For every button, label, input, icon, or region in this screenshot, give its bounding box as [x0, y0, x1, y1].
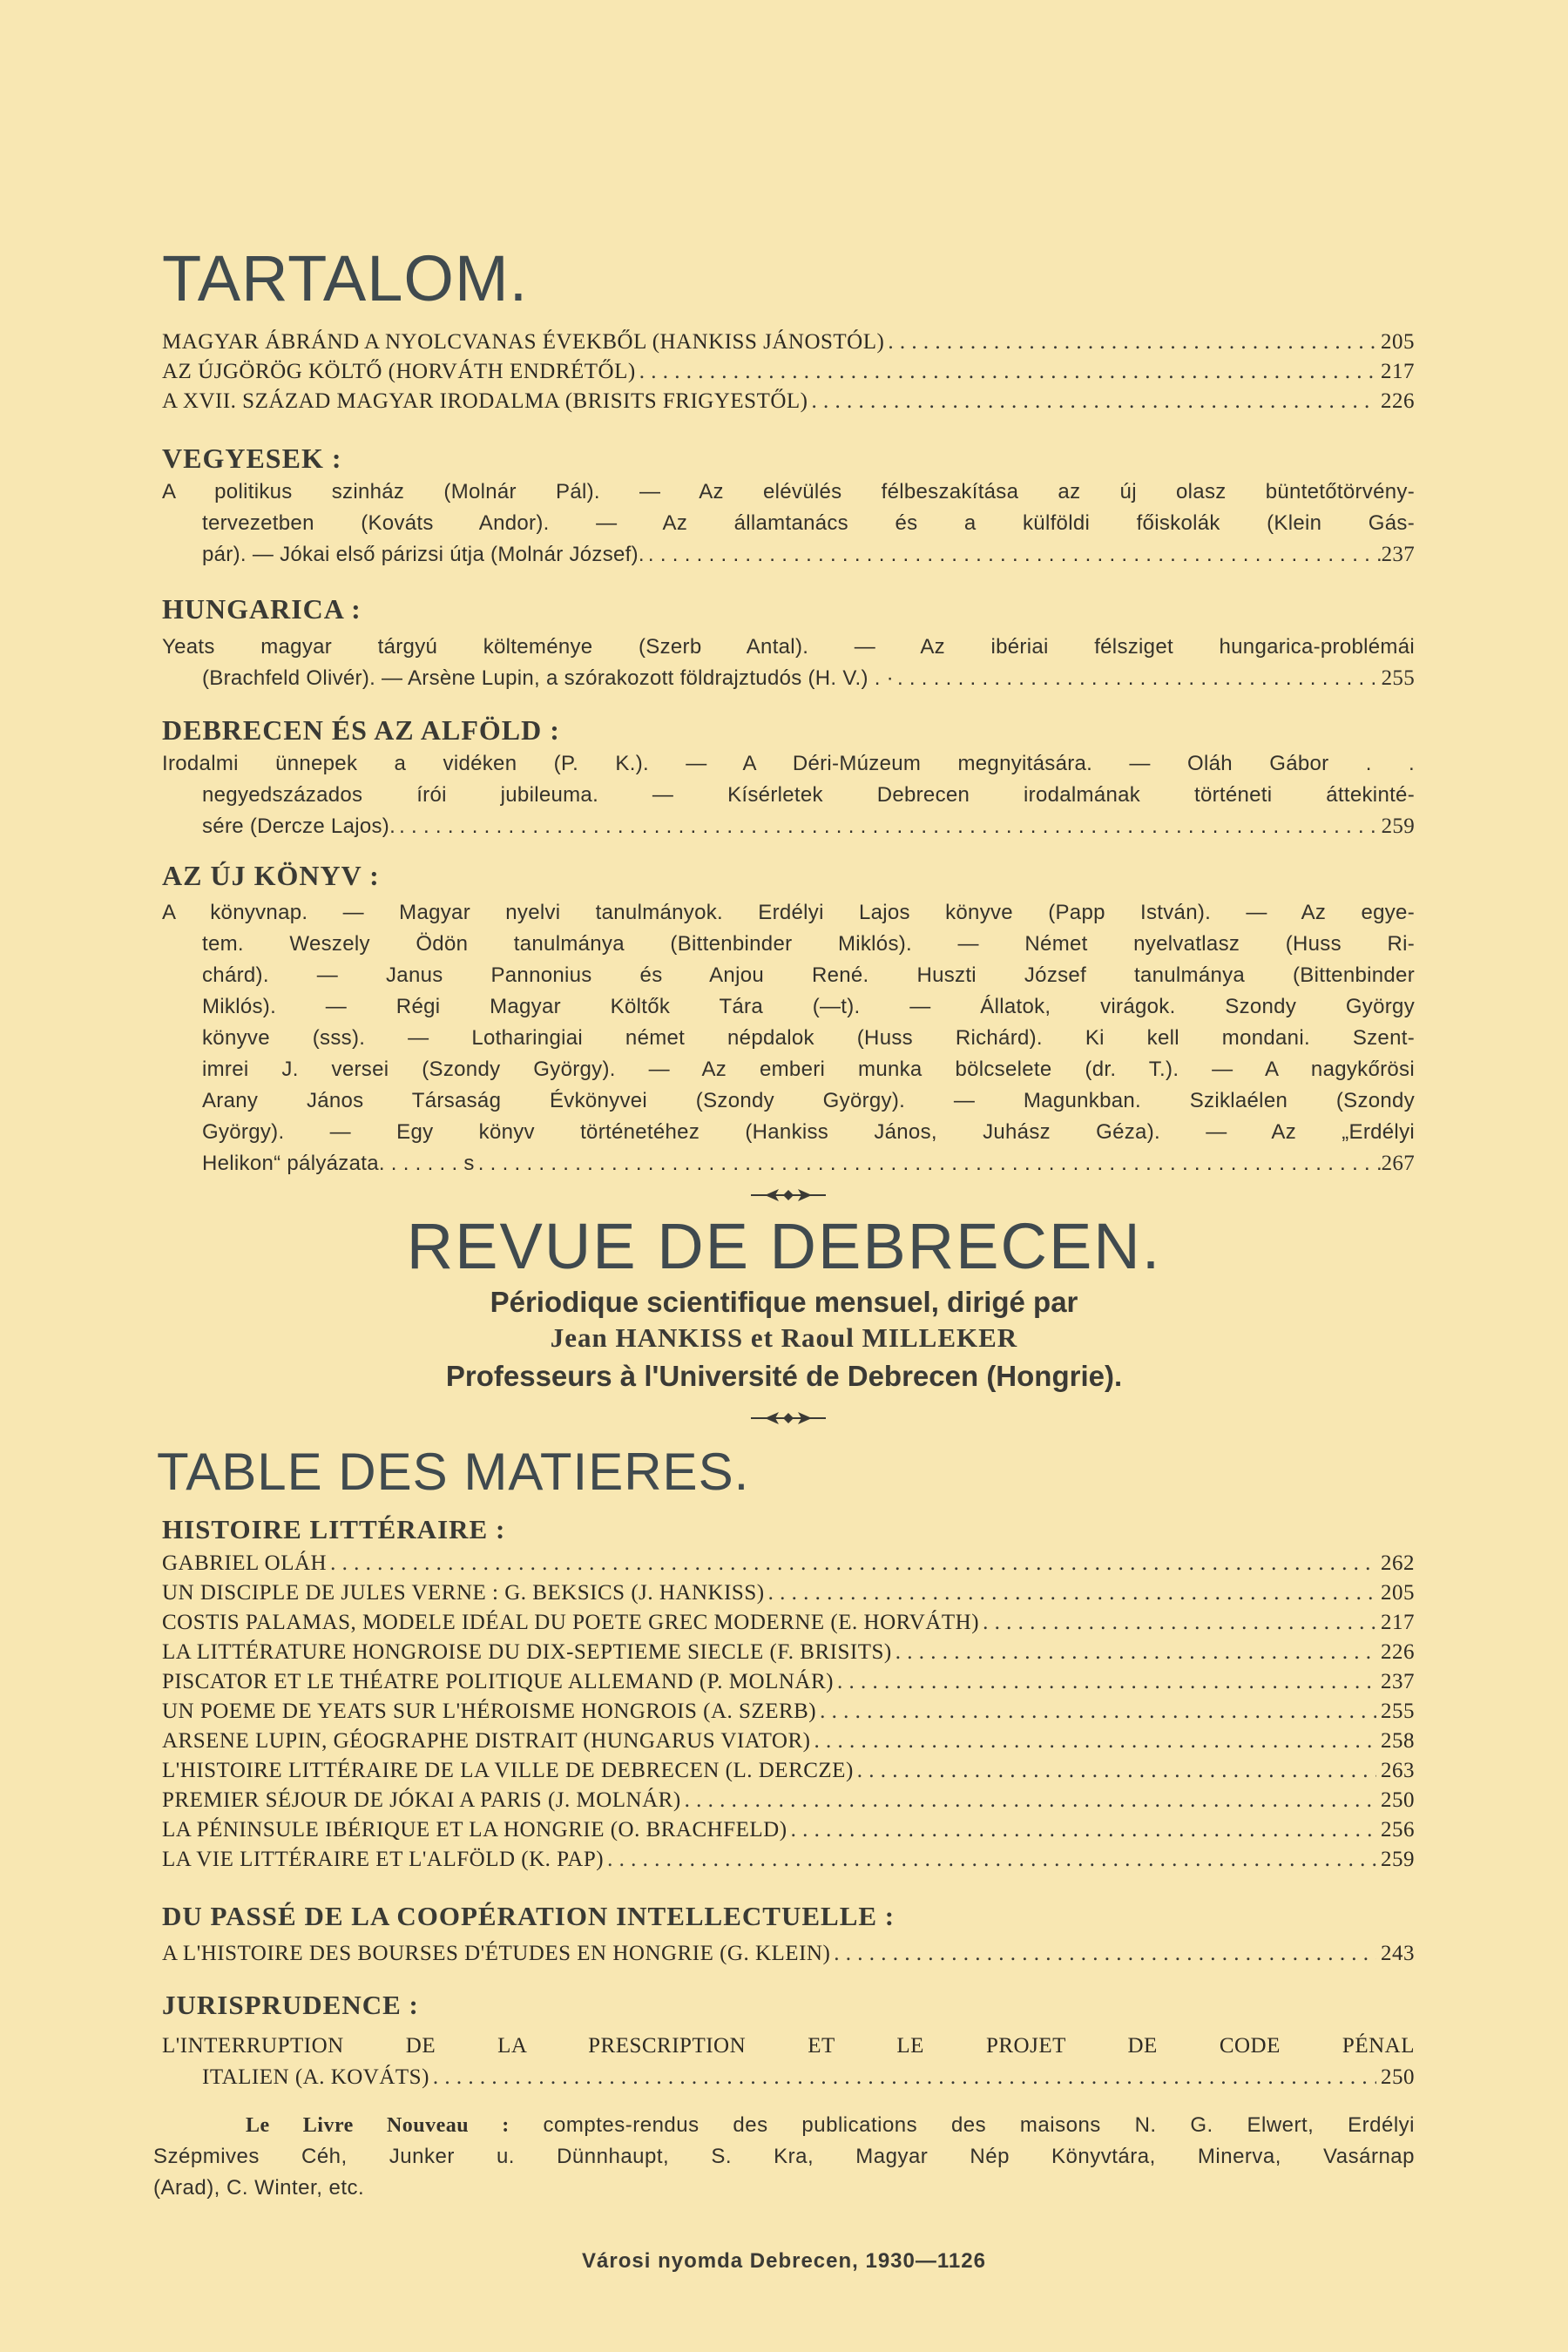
revue-directors: Jean HANKISS et Raoul MILLEKER — [550, 1322, 1018, 1353]
uj-konyv-line: Arany János Társaság Évkönyvei (Szondy György). — Magunkban. Sziklaélen (Szondy — [202, 1089, 1415, 1112]
note-line: Le Livre Nouveau : comptes-rendus des publications des maisons N. G. Elwert, Erdélyi — [246, 2113, 1415, 2137]
toc-entry: PISCATOR ET LE THÉATRE POLITIQUE ALLEMAND (P. MOLNÁR) . . . 237 — [162, 1667, 1415, 1697]
note-line: Szépmives Céh, Junker u. Dünnhaupt, S. Kra, Magyar Nép Könyvtára, Minerva, Vasárnap — [153, 2145, 1415, 2168]
toc-entry: COSTIS PALAMAS, MODELE IDÉAL DU POETE GREC MODERNE (E. HORVÁTH) . . . 217 — [162, 1608, 1415, 1638]
debrecen-line: negyedszázados írói jubileuma. — Kísérletek Debrecen irodalmának történeti áttekinté- — [202, 783, 1415, 807]
section-heading-histoire: HISTOIRE LITTÉRAIRE : — [162, 1514, 506, 1544]
vegyesek-last-line: pár). — Jókai első párizsi útja (Molnár József). . . . 237 — [202, 539, 1415, 571]
toc-entry: MAGYAR ÁBRÁND A NYOLCVANAS ÉVEKBŐL (HANKISS JÁNOSTÓL) . . . 205 — [162, 328, 1415, 357]
toc-entry: ITALIEN (A. KOVÁTS) . . . 250 — [202, 2063, 1415, 2092]
uj-konyv-line: Miklós). — Régi Magyar Költők Tára (—t). — Állatok, virágok. Szondy György — [202, 995, 1415, 1018]
toc-entry: UN DISCIPLE DE JULES VERNE : G. BEKSICS (J. HANKISS) . . . 205 — [162, 1578, 1415, 1608]
debrecen-last-line: sére (Dercze Lajos). . . . 259 — [202, 811, 1415, 842]
ornament-divider-icon — [749, 1409, 828, 1427]
toc-entry: PREMIER SÉJOUR DE JÓKAI A PARIS (J. MOLNÁR) . . . 250 — [162, 1786, 1415, 1815]
note-line: (Arad), C. Winter, etc. — [153, 2176, 365, 2200]
uj-konyv-line: A könyvnap. — Magyar nyelvi tanulmányok. Erdélyi Lajos könyve (Papp István). — Az egye- — [162, 901, 1415, 924]
debrecen-line: Irodalmi ünnepek a vidéken (P. K.). — A Déri-Múzeum megnyitására. — Oláh Gábor . . — [162, 752, 1415, 775]
toc-entry: ARSENE LUPIN, GÉOGRAPHE DISTRAIT (HUNGARUS VIATOR) . . . 258 — [162, 1727, 1415, 1756]
toc-entry: LA VIE LITTÉRAIRE ET L'ALFÖLD (K. PAP) . . . 259 — [162, 1845, 1415, 1875]
toc-entry: AZ ÚJGÖRÖG KÖLTŐ (HORVÁTH ENDRÉTŐL) . . . 217 — [162, 357, 1415, 387]
revue-subtitle: Périodique scientifique mensuel, dirigé par — [490, 1286, 1078, 1318]
vegyesek-line: tervezetben (Kováts Andor). — Az államtanács és a külföldi főiskolák (Klein Gás- — [202, 511, 1415, 535]
uj-konyv-line: tem. Weszely Ödön tanulmánya (Bittenbinder Miklós). — Német nyelvatlasz (Huss Ri- — [202, 932, 1415, 956]
section-heading-uj-konyv: AZ ÚJ KÖNYV : — [162, 860, 380, 891]
revue-title: REVUE DE DEBRECEN. — [406, 1210, 1162, 1282]
toc-entry: LA PÉNINSULE IBÉRIQUE ET LA HONGRIE (O. BRACHFELD) . . . 256 — [162, 1815, 1415, 1845]
hungarica-last-line: (Brachfeld Olivér). — Arsène Lupin, a szórakozott földrajztudós (H. V.) . · . . . 255 — [202, 663, 1415, 694]
uj-konyv-line: chárd). — Janus Pannonius és Anjou René. Huszti József tanulmánya (Bittenbinder — [202, 963, 1415, 987]
toc-entry: GABRIEL OLÁH . . . 262 — [162, 1549, 1415, 1578]
uj-konyv-line: könyve (sss). — Lotharingiai német népdalok (Huss Richárd). Ki kell mondani. Szent- — [202, 1026, 1415, 1050]
section-heading-hungarica: HUNGARICA : — [162, 593, 362, 625]
table-title: TABLE DES MATIERES. — [157, 1443, 750, 1501]
uj-konyv-last-line: Helikon“ pályázata. . . . . . . s . . . 267 — [202, 1148, 1415, 1179]
toc-entry: A XVII. SZÁZAD MAGYAR IRODALMA (BRISITS FRIGYESTŐL) . . . 226 — [162, 387, 1415, 416]
toc-entry: L'HISTOIRE LITTÉRAIRE DE LA VILLE DE DEBRECEN (L. DERCZE) . . . 263 — [162, 1756, 1415, 1786]
section-heading-vegyesek: VEGYESEK : — [162, 443, 342, 474]
uj-konyv-line: imrei J. versei (Szondy György). — Az emberi munka bölcselete (dr. T.). — A nagykőrösi — [202, 1058, 1415, 1081]
section-heading-passe: DU PASSÉ DE LA COOPÉRATION INTELLECTUELLE : — [162, 1901, 896, 1931]
hungarica-line: Yeats magyar tárgyú költeménye (Szerb Antal). — Az ibériai félsziget hungarica-problémái — [162, 635, 1415, 659]
section-heading-juris: JURISPRUDENCE : — [162, 1990, 419, 2020]
tartalom-title: TARTALOM. — [162, 242, 529, 314]
toc-entry: UN POEME DE YEATS SUR L'HÉROISME HONGROIS (A. SZERB) . . . 255 — [162, 1697, 1415, 1727]
toc-entry-line: L'INTERRUPTION DE LA PRESCRIPTION ET LE PROJET DE CODE PÉNAL — [162, 2034, 1415, 2058]
revue-affiliation: Professeurs à l'Université de Debrecen (Hongrie). — [445, 1360, 1123, 1392]
uj-konyv-line: György). — Egy könyv történetéhez (Hankiss János, Juhász Géza). — Az „Erdélyi — [202, 1120, 1415, 1144]
toc-entry: A L'HISTOIRE DES BOURSES D'ÉTUDES EN HONGRIE (G. KLEIN) . . . 243 — [162, 1939, 1415, 1969]
vegyesek-line: A politikus szinház (Molnár Pál). — Az elévülés félbeszakítása az új olasz büntetőtörvény- — [162, 480, 1415, 504]
section-heading-debrecen: DEBRECEN ÉS AZ ALFÖLD : — [162, 714, 560, 746]
printer-footer: Városi nyomda Debrecen, 1930—1126 — [582, 2249, 986, 2273]
toc-entry: LA LITTÉRATURE HONGROISE DU DIX-SEPTIEME SIECLE (F. BRISITS) . . . 226 — [162, 1638, 1415, 1667]
ornament-divider-icon — [749, 1186, 828, 1204]
